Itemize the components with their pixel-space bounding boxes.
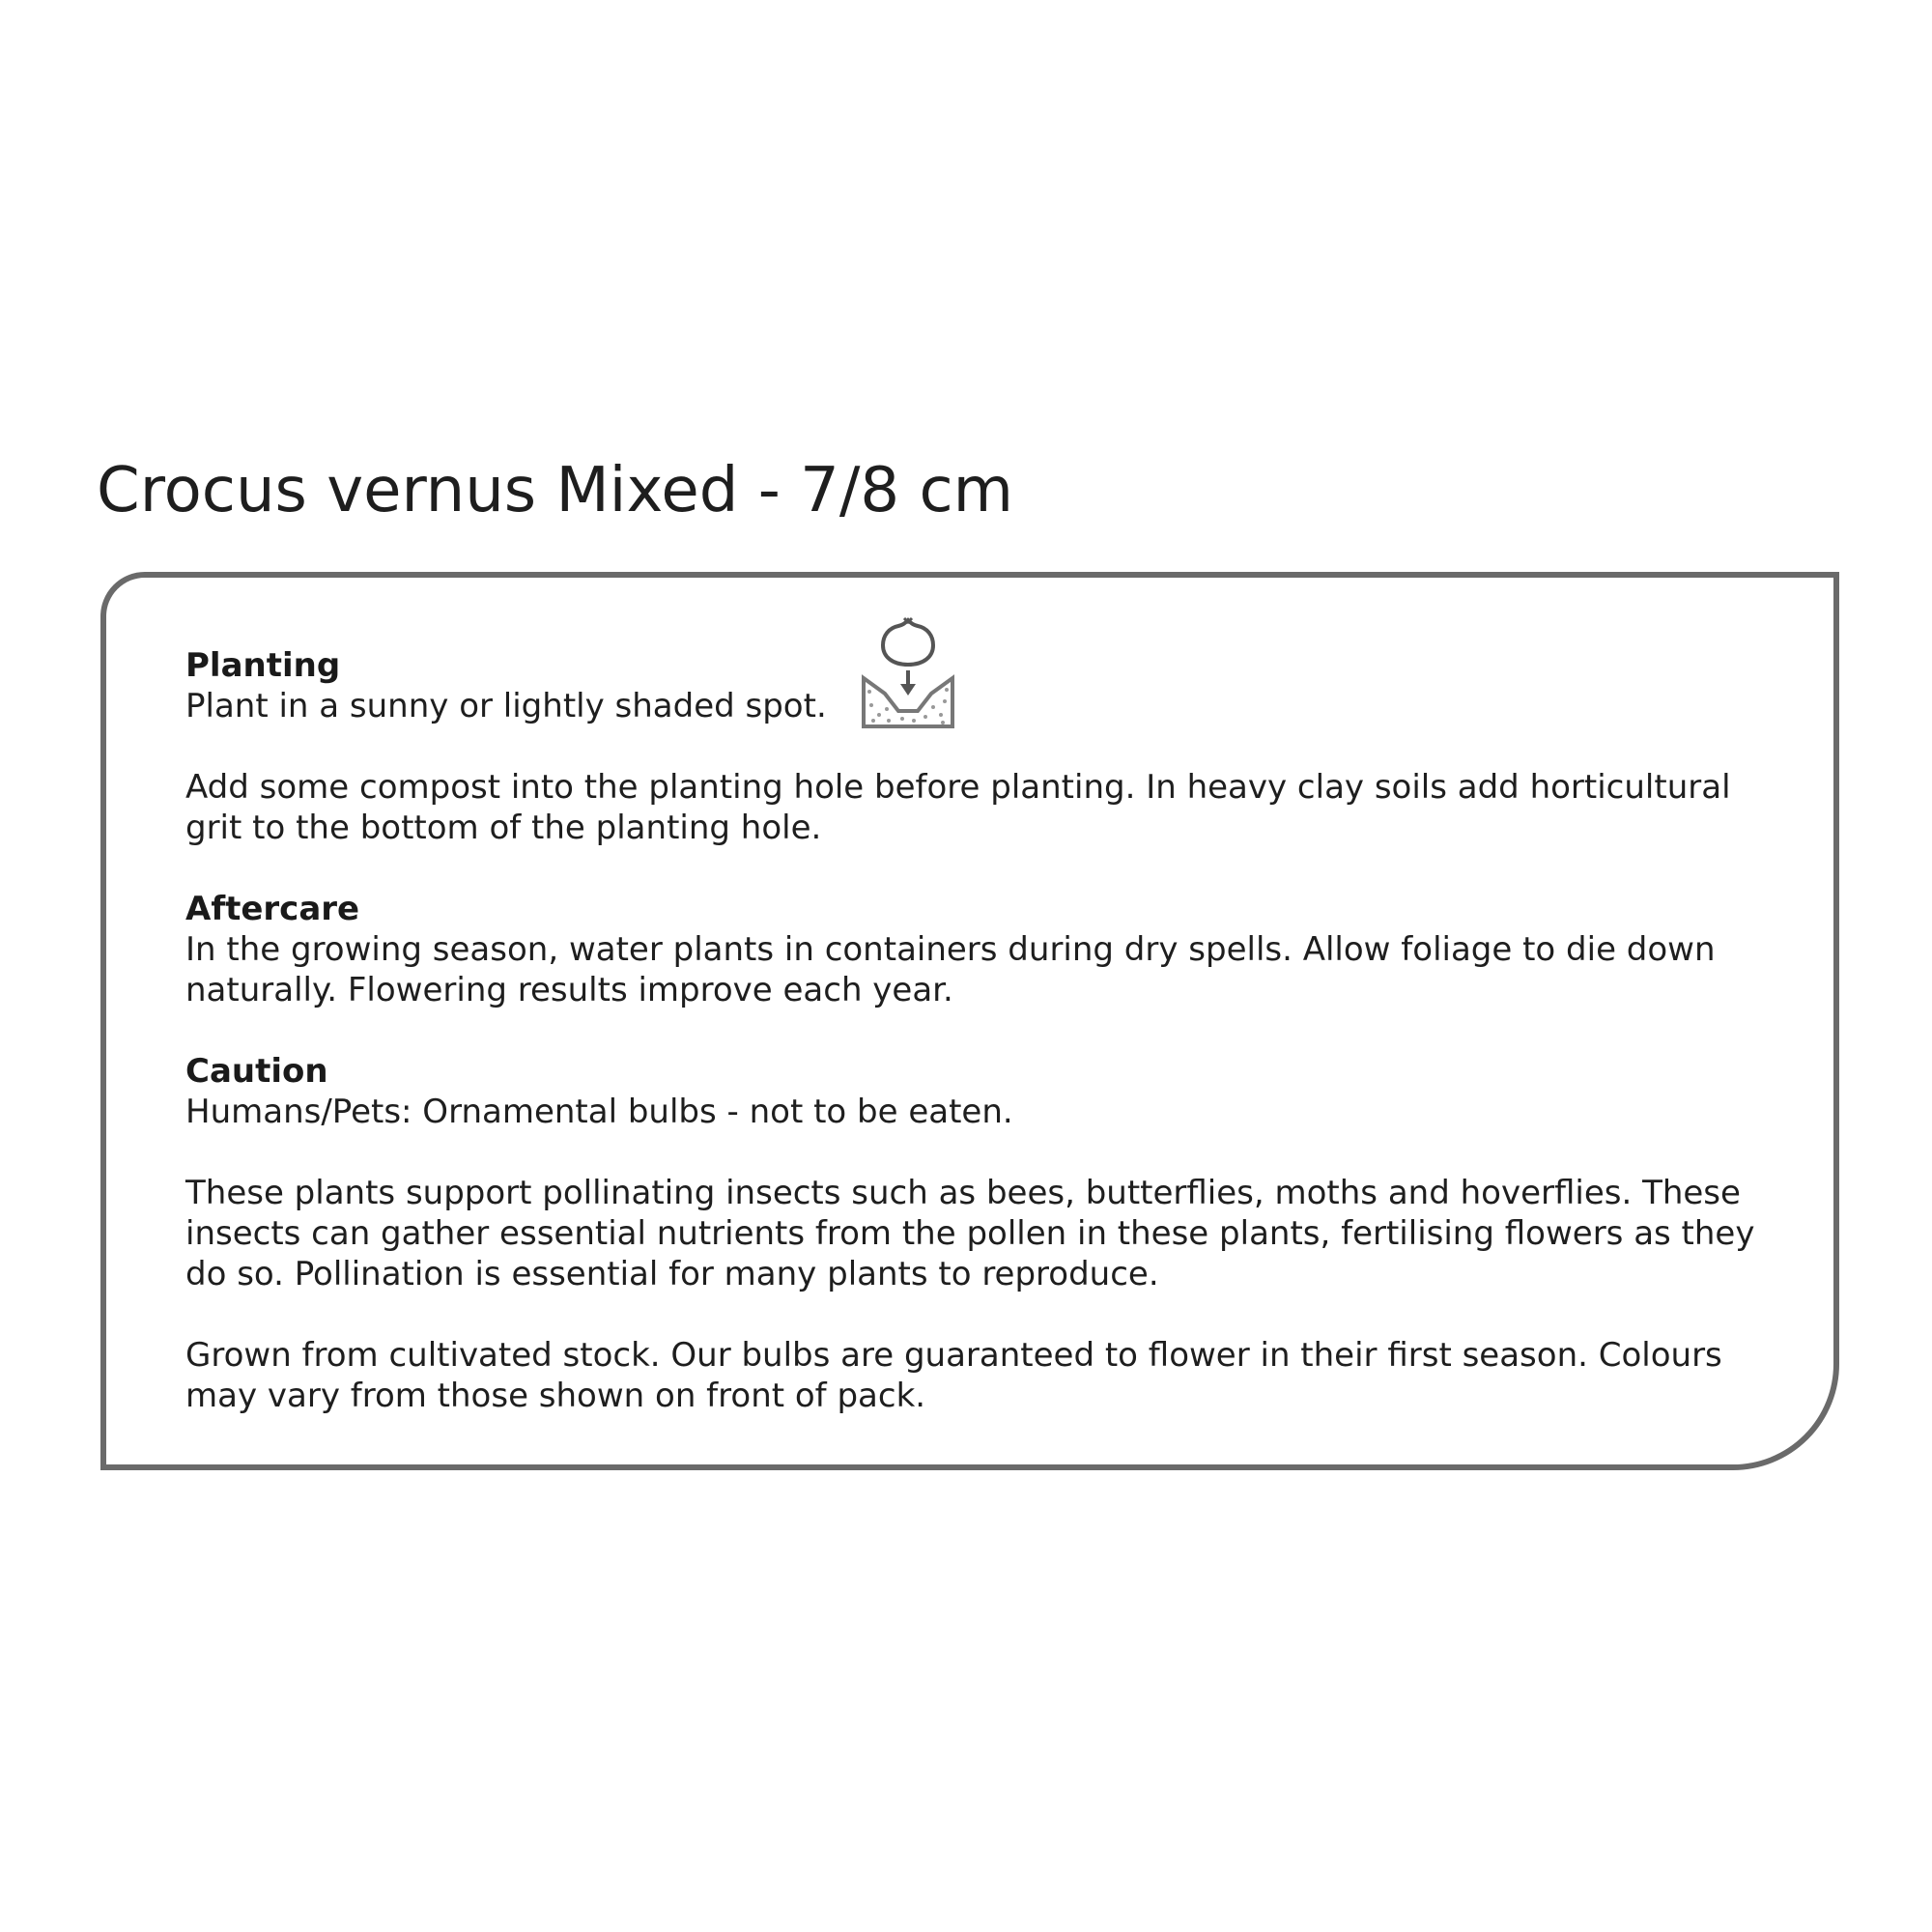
aftercare-text: In the growing season, water plants in containers during dry spells. Allow foliage to die down naturally. Flowering results improve each year. [185,930,1716,1009]
guarantee-text: Grown from cultivated stock. Our bulbs are guaranteed to flower in their first season. Colours may vary from those shown on front of pack. [185,1336,1722,1415]
aftercare-section [185,889,1789,1010]
info-box [100,572,1839,1470]
planting-section [185,645,1789,726]
caution-section [185,1051,1789,1132]
compost-text: Add some compost into the planting hole before planting. In heavy clay soils add horticultural grit to the bottom of the planting hole. [185,768,1731,847]
caution-text: Humans/Pets: Ornamental bulbs - not to be eaten. [185,1093,1013,1131]
info-content [185,645,1789,1416]
planting-text: Plant in a sunny or lightly shaded spot. [185,687,827,725]
planting-heading: Planting [185,646,341,685]
caution-heading: Caution [185,1052,328,1091]
aftercare-heading: Aftercare [185,890,360,928]
pollinators-text: These plants support pollinating insects such as bees, butterflies, moths and hoverflies. These insects can gather essential nutrients from the pollen in these plants, fertilising flowers as they do so. Pollination is essential for many plants to reproduce. [185,1174,1755,1293]
page-title: Crocus vernus Mixed - 7/8 cm [97,455,1013,526]
